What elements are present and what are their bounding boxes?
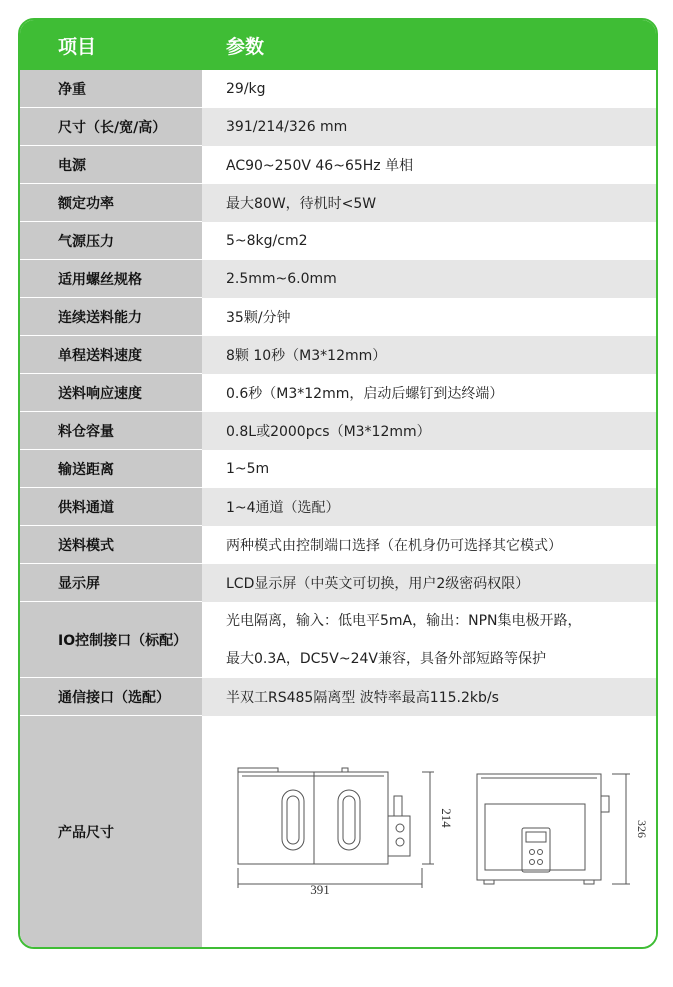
row-value: AC90~250V 46~65Hz 单相	[202, 146, 656, 184]
table-row	[20, 222, 656, 260]
table-row-comm	[20, 678, 656, 716]
row-label: 净重	[20, 70, 202, 108]
product-drawing	[202, 716, 656, 947]
row-label: 送料响应速度	[20, 374, 202, 412]
table-row	[20, 336, 656, 374]
table-row	[20, 526, 656, 564]
header-param: 参数	[226, 35, 265, 58]
row-label: 料仓容量	[20, 412, 202, 450]
row-value: LCD显示屏（中英文可切换，用户2级密码权限）	[202, 564, 656, 602]
row-value: 两种模式由控制端口选择（在机身仍可选择其它模式）	[202, 526, 656, 564]
row-value: 0.6秒（M3*12mm，启动后螺钉到达终端）	[202, 374, 656, 412]
row-label: 产品尺寸	[20, 716, 202, 947]
row-label: 适用螺丝规格	[20, 260, 202, 298]
table-row	[20, 298, 656, 336]
io-line-2: 最大0.3A，DC5V~24V兼容，具备外部短路等保护	[226, 651, 547, 667]
table-row	[20, 564, 656, 602]
table-row-io	[20, 602, 656, 678]
row-value: 29/kg	[202, 70, 656, 108]
row-value: 0.8L或2000pcs（M3*12mm）	[202, 412, 656, 450]
row-label: IO控制接口（标配）	[20, 602, 202, 678]
table-row	[20, 374, 656, 412]
dimension-height-label: 326	[635, 820, 649, 838]
table-row	[20, 488, 656, 526]
row-value: 8颗 10秒（M3*12mm）	[202, 336, 656, 374]
row-label: 尺寸（长/宽/高）	[20, 108, 202, 146]
row-label: 输送距离	[20, 450, 202, 488]
row-label: 气源压力	[20, 222, 202, 260]
row-value: 最大80W，待机时<5W	[202, 184, 656, 222]
row-label: 连续送料能力	[20, 298, 202, 336]
table-row	[20, 412, 656, 450]
table-row	[20, 70, 656, 108]
row-label: 送料模式	[20, 526, 202, 564]
table-row-size	[20, 716, 656, 947]
header-item: 项目	[58, 35, 97, 58]
table-row	[20, 450, 656, 488]
dimension-width-label: 214	[439, 808, 454, 828]
table-row	[20, 146, 656, 184]
row-label: 额定功率	[20, 184, 202, 222]
row-value: 35颗/分钟	[202, 298, 656, 336]
product-dimension-drawing	[202, 716, 656, 947]
row-value: 391/214/326 mm	[202, 108, 656, 146]
dimension-length-label: 391	[310, 882, 330, 897]
spec-table	[18, 18, 658, 949]
row-value	[202, 602, 656, 678]
table-row	[20, 184, 656, 222]
io-line-1: 光电隔离，输入：低电平5mA，输出：NPN集电极开路，	[226, 613, 582, 629]
row-label: 电源	[20, 146, 202, 184]
row-value: 1~4通道（选配）	[202, 488, 656, 526]
row-value: 1~5m	[202, 450, 656, 488]
row-label: 单程送料速度	[20, 336, 202, 374]
row-value: 半双工RS485隔离型 波特率最高115.2kb/s	[202, 678, 656, 716]
row-value: 5~8kg/cm2	[202, 222, 656, 260]
row-label: 供料通道	[20, 488, 202, 526]
table-row	[20, 260, 656, 298]
row-label: 显示屏	[20, 564, 202, 602]
table-header	[20, 20, 656, 70]
row-label: 通信接口（选配）	[20, 678, 202, 716]
table-row	[20, 108, 656, 146]
row-value: 2.5mm~6.0mm	[202, 260, 656, 298]
